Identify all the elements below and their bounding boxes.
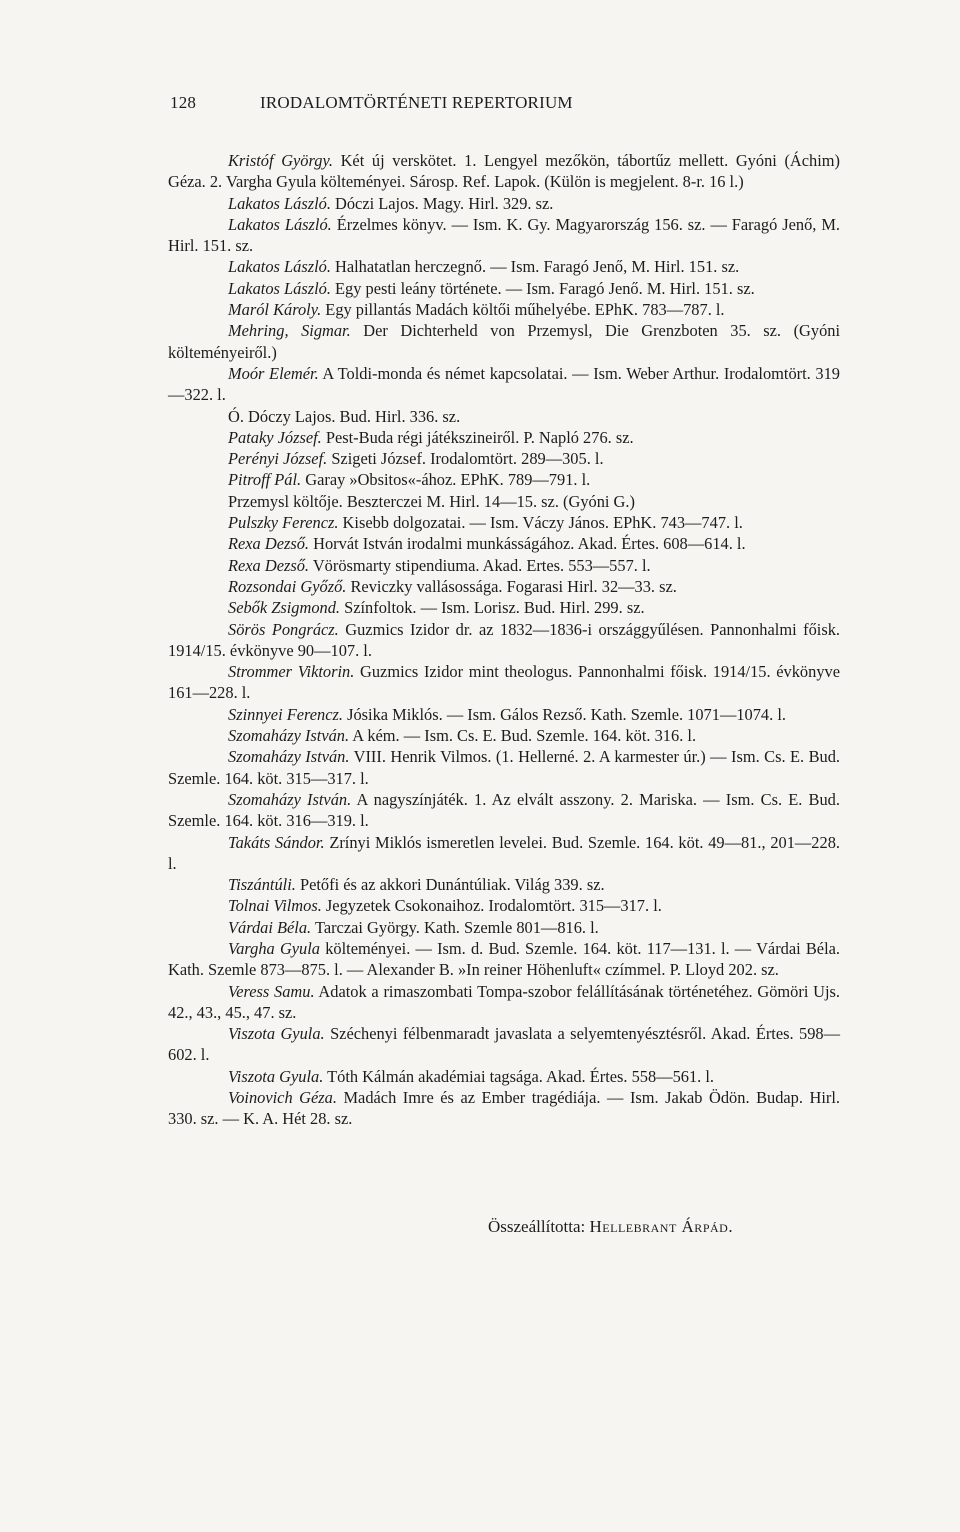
entry-author: Tiszántúli.	[228, 875, 296, 895]
entry-text: Jegyzetek Csokonaihoz. Irodalomtört. 315—317. l.	[321, 896, 662, 916]
entry-text: Kisebb dolgozatai. — Ism. Váczy János. EPhK. 743—747. l.	[338, 513, 743, 533]
entry-text: Tarczai György. Kath. Szemle 801—816. l.	[311, 917, 599, 937]
entry-author: Szomaházy István.	[228, 789, 352, 809]
entry-author: Sörös Pongrácz.	[228, 619, 339, 639]
bibliography-entry	[168, 193, 840, 214]
entry-author: Rexa Dezső.	[228, 555, 310, 575]
bibliography-entry	[168, 576, 840, 597]
entry-author: Pataky József.	[228, 427, 322, 447]
entry-text: Der Dichterheld von Przemysl, Die Grenzboten 35. sz. (Gyóni költeményeiről.)	[168, 321, 841, 362]
bibliography-entry	[168, 491, 840, 512]
entry-text: Reviczky vallásossága. Fogarasi Hirl. 32—33. sz.	[346, 576, 677, 596]
bibliography-entry	[168, 533, 840, 554]
entry-author: Szinnyei Ferencz.	[228, 704, 343, 724]
bibliography-entry	[168, 619, 840, 662]
entry-author: Lakatos László.	[228, 193, 331, 213]
bibliography-entry	[168, 661, 840, 704]
bibliography-entry	[168, 363, 840, 406]
entry-author: Szomaházy István.	[228, 726, 350, 746]
bibliography-entry	[168, 1087, 840, 1130]
entry-author: Lakatos László.	[228, 257, 331, 277]
entry-text: Tóth Kálmán akadémiai tagsága. Akad. Értes. 558—561. l.	[323, 1066, 715, 1086]
bibliography-entry	[168, 832, 840, 875]
entry-author: Rozsondai Győző.	[228, 576, 347, 596]
running-title: IRODALOMTÖRTÉNETI REPERTORIUM	[260, 93, 573, 112]
entry-text: A kém. — Ism. Cs. E. Bud. Szemle. 164. köt. 316. l.	[349, 726, 697, 746]
compiler-name: Hellebrant Árpád.	[589, 1217, 734, 1236]
entry-author: Rexa Dezső.	[228, 534, 310, 554]
entry-text: Vörösmarty stipendiuma. Akad. Ertes. 553—557. l.	[309, 555, 651, 575]
bibliography-entry	[168, 1066, 840, 1087]
entry-text: A Toldi-monda és német kapcsolatai. — Ism. Weber Arthur. Irodalomtört. 319—322. l.	[168, 363, 840, 405]
entry-text: A nagyszínjáték. 1. Az elvált asszony. 2. Mariska. — Ism. Cs. E. Bud. Szemle. 164. köt. 316—319. l.	[168, 789, 840, 831]
bibliography-entry	[168, 725, 840, 746]
bibliography-list	[168, 150, 840, 1130]
entry-text: Szigeti József. Irodalomtört. 289—305. l.	[327, 449, 604, 469]
entry-author: Pulszky Ferencz.	[228, 513, 339, 533]
entry-text: Dóczi Lajos. Magy. Hirl. 329. sz.	[330, 193, 554, 213]
entry-text: Széchenyi félbenmaradt javaslata a selyemtenyésztésről. Akad. Értes. 598—602. l.	[168, 1024, 840, 1065]
bibliography-entry	[168, 320, 840, 363]
entry-text: Guzmics Izidor dr. az 1832—1836-i országgyűlésen. Pannonhalmi főisk. 1914/15. évkönyve 90—107. l.	[168, 619, 840, 660]
bibliography-entry	[168, 704, 840, 725]
bibliography-entry	[168, 789, 840, 832]
entry-author: Viszota Gyula.	[228, 1066, 324, 1086]
entry-author: Kristóf György.	[228, 151, 333, 170]
bibliography-entry	[168, 150, 840, 193]
bibliography-entry	[168, 555, 840, 576]
entry-text: Madách Imre és az Ember tragédiája. — Ism. Jakab Ödön. Budap. Hirl. 330. sz. — K. A. Hét 28. sz.	[168, 1088, 840, 1129]
entry-text: Jósika Miklós. — Ism. Gálos Rezső. Kath. Szemle. 1071—1074. l.	[343, 704, 786, 724]
bibliography-entry	[168, 406, 840, 427]
entry-text: VIII. Henrik Vilmos. (1. Hellerné. 2. A karmester úr.) — Ism. Cs. E. Bud. Szemle. 164. köt. 315—317. l.	[168, 747, 840, 788]
bibliography-entry	[168, 746, 840, 789]
entry-text: Przemysl költője. Beszterczei M. Hirl. 14—15. sz. (Gyóni G.)	[228, 491, 635, 511]
entry-author: Viszota Gyula.	[228, 1024, 325, 1044]
entry-text: Garay »Obsitos«-ához. EPhK. 789—791. l.	[301, 470, 591, 490]
entry-author: Lakatos László.	[228, 278, 331, 298]
entry-author: Strommer Viktorin.	[228, 662, 355, 682]
bibliography-entry	[168, 299, 840, 320]
entry-text: Zrínyi Miklós ismeretlen levelei. Bud. Szemle. 164. köt. 49—81., 201—228. l.	[168, 832, 840, 873]
compiler-signature	[488, 1217, 733, 1237]
entry-text: Ó. Dóczy Lajos. Bud. Hirl. 336. sz.	[228, 406, 461, 426]
entry-author: Lakatos László.	[228, 214, 332, 234]
bibliography-entry	[168, 597, 840, 618]
entry-text: Guzmics Izidor mint theologus. Pannonhalmi főisk. 1914/15. évkönyve 161—228. l.	[168, 662, 840, 703]
bibliography-entry	[168, 895, 840, 916]
entry-author: Mehring, Sigmar.	[228, 321, 351, 341]
entry-text: Pest-Buda régi játékszineiről. P. Napló 276. sz.	[321, 427, 634, 447]
entry-author: Takáts Sándor.	[228, 832, 325, 852]
entry-author: Veress Samu.	[228, 981, 315, 1001]
bibliography-entry	[168, 278, 840, 299]
bibliography-entry	[168, 1023, 840, 1066]
entry-text: Két új verskötet. 1. Lengyel mezőkön, tábortűz mellett. Gyóni (Áchim) Géza. 2. Vargha Gyula költeményei. Sárosp. Ref. Lapok. (Külön is megjelent. 8-r. 16 l.)	[168, 151, 840, 192]
entry-text: Egy pesti leány története. — Ism. Faragó Jenő. M. Hirl. 151. sz.	[330, 278, 755, 298]
page-number: 128	[170, 93, 197, 112]
bibliography-entry	[168, 938, 840, 981]
bibliography-entry	[168, 917, 840, 938]
bibliography-entry	[168, 448, 840, 469]
entry-author: Szomaházy István.	[228, 747, 350, 767]
entry-author: Maról Károly.	[228, 300, 322, 320]
bibliography-entry	[168, 512, 840, 533]
entry-text: Halhatatlan herczegnő. — Ism. Faragó Jenő, M. Hirl. 151. sz.	[330, 257, 740, 277]
bibliography-entry	[168, 874, 840, 895]
entry-text: Petőfi és az akkori Dunántúliak. Világ 339. sz.	[295, 875, 605, 895]
bibliography-entry	[168, 214, 840, 257]
entry-author: Vargha Gyula	[228, 938, 320, 958]
entry-author: Moór Elemér.	[228, 363, 319, 383]
bibliography-entry	[168, 469, 840, 490]
bibliography-entry	[168, 427, 840, 448]
bibliography-entry	[168, 256, 840, 277]
entry-text: Horvát István irodalmi munkásságához. Akad. Értes. 608—614. l.	[309, 534, 746, 554]
entry-author: Várdai Béla.	[228, 917, 312, 937]
entry-text: Adatok a rimaszombati Tompa-szobor felállításának történetéhez. Gömöri Ujs. 42., 43., 45., 47. sz.	[168, 981, 841, 1022]
entry-text: költeményei. — Ism. d. Bud. Szemle. 164. köt. 117—131. l. — Várdai Béla. Kath. Szemle 873—875. l. — Alexander B. »In reiner Höhenluft« czímmel. P. Lloyd 202. sz.	[168, 938, 840, 980]
signature-label: Összeállította:	[488, 1217, 586, 1236]
entry-author: Voinovich Géza.	[228, 1088, 337, 1108]
entry-author: Tolnai Vilmos.	[228, 896, 322, 916]
entry-author: Pitroff Pál.	[228, 470, 302, 490]
bibliography-entry	[168, 981, 840, 1024]
page-header	[170, 93, 842, 117]
entry-text: Színfoltok. — Ism. Lorisz. Bud. Hirl. 299. sz.	[340, 598, 645, 618]
entry-text: Egy pillantás Madách költői műhelyébe. EPhK. 783—787. l.	[321, 300, 725, 320]
entry-text: Érzelmes könyv. — Ism. K. Gy. Magyarország 156. sz. — Faragó Jenő, M. Hirl. 151. sz.	[168, 214, 841, 256]
entry-author: Perényi József.	[228, 449, 328, 469]
entry-author: Sebők Zsigmond.	[228, 598, 340, 618]
